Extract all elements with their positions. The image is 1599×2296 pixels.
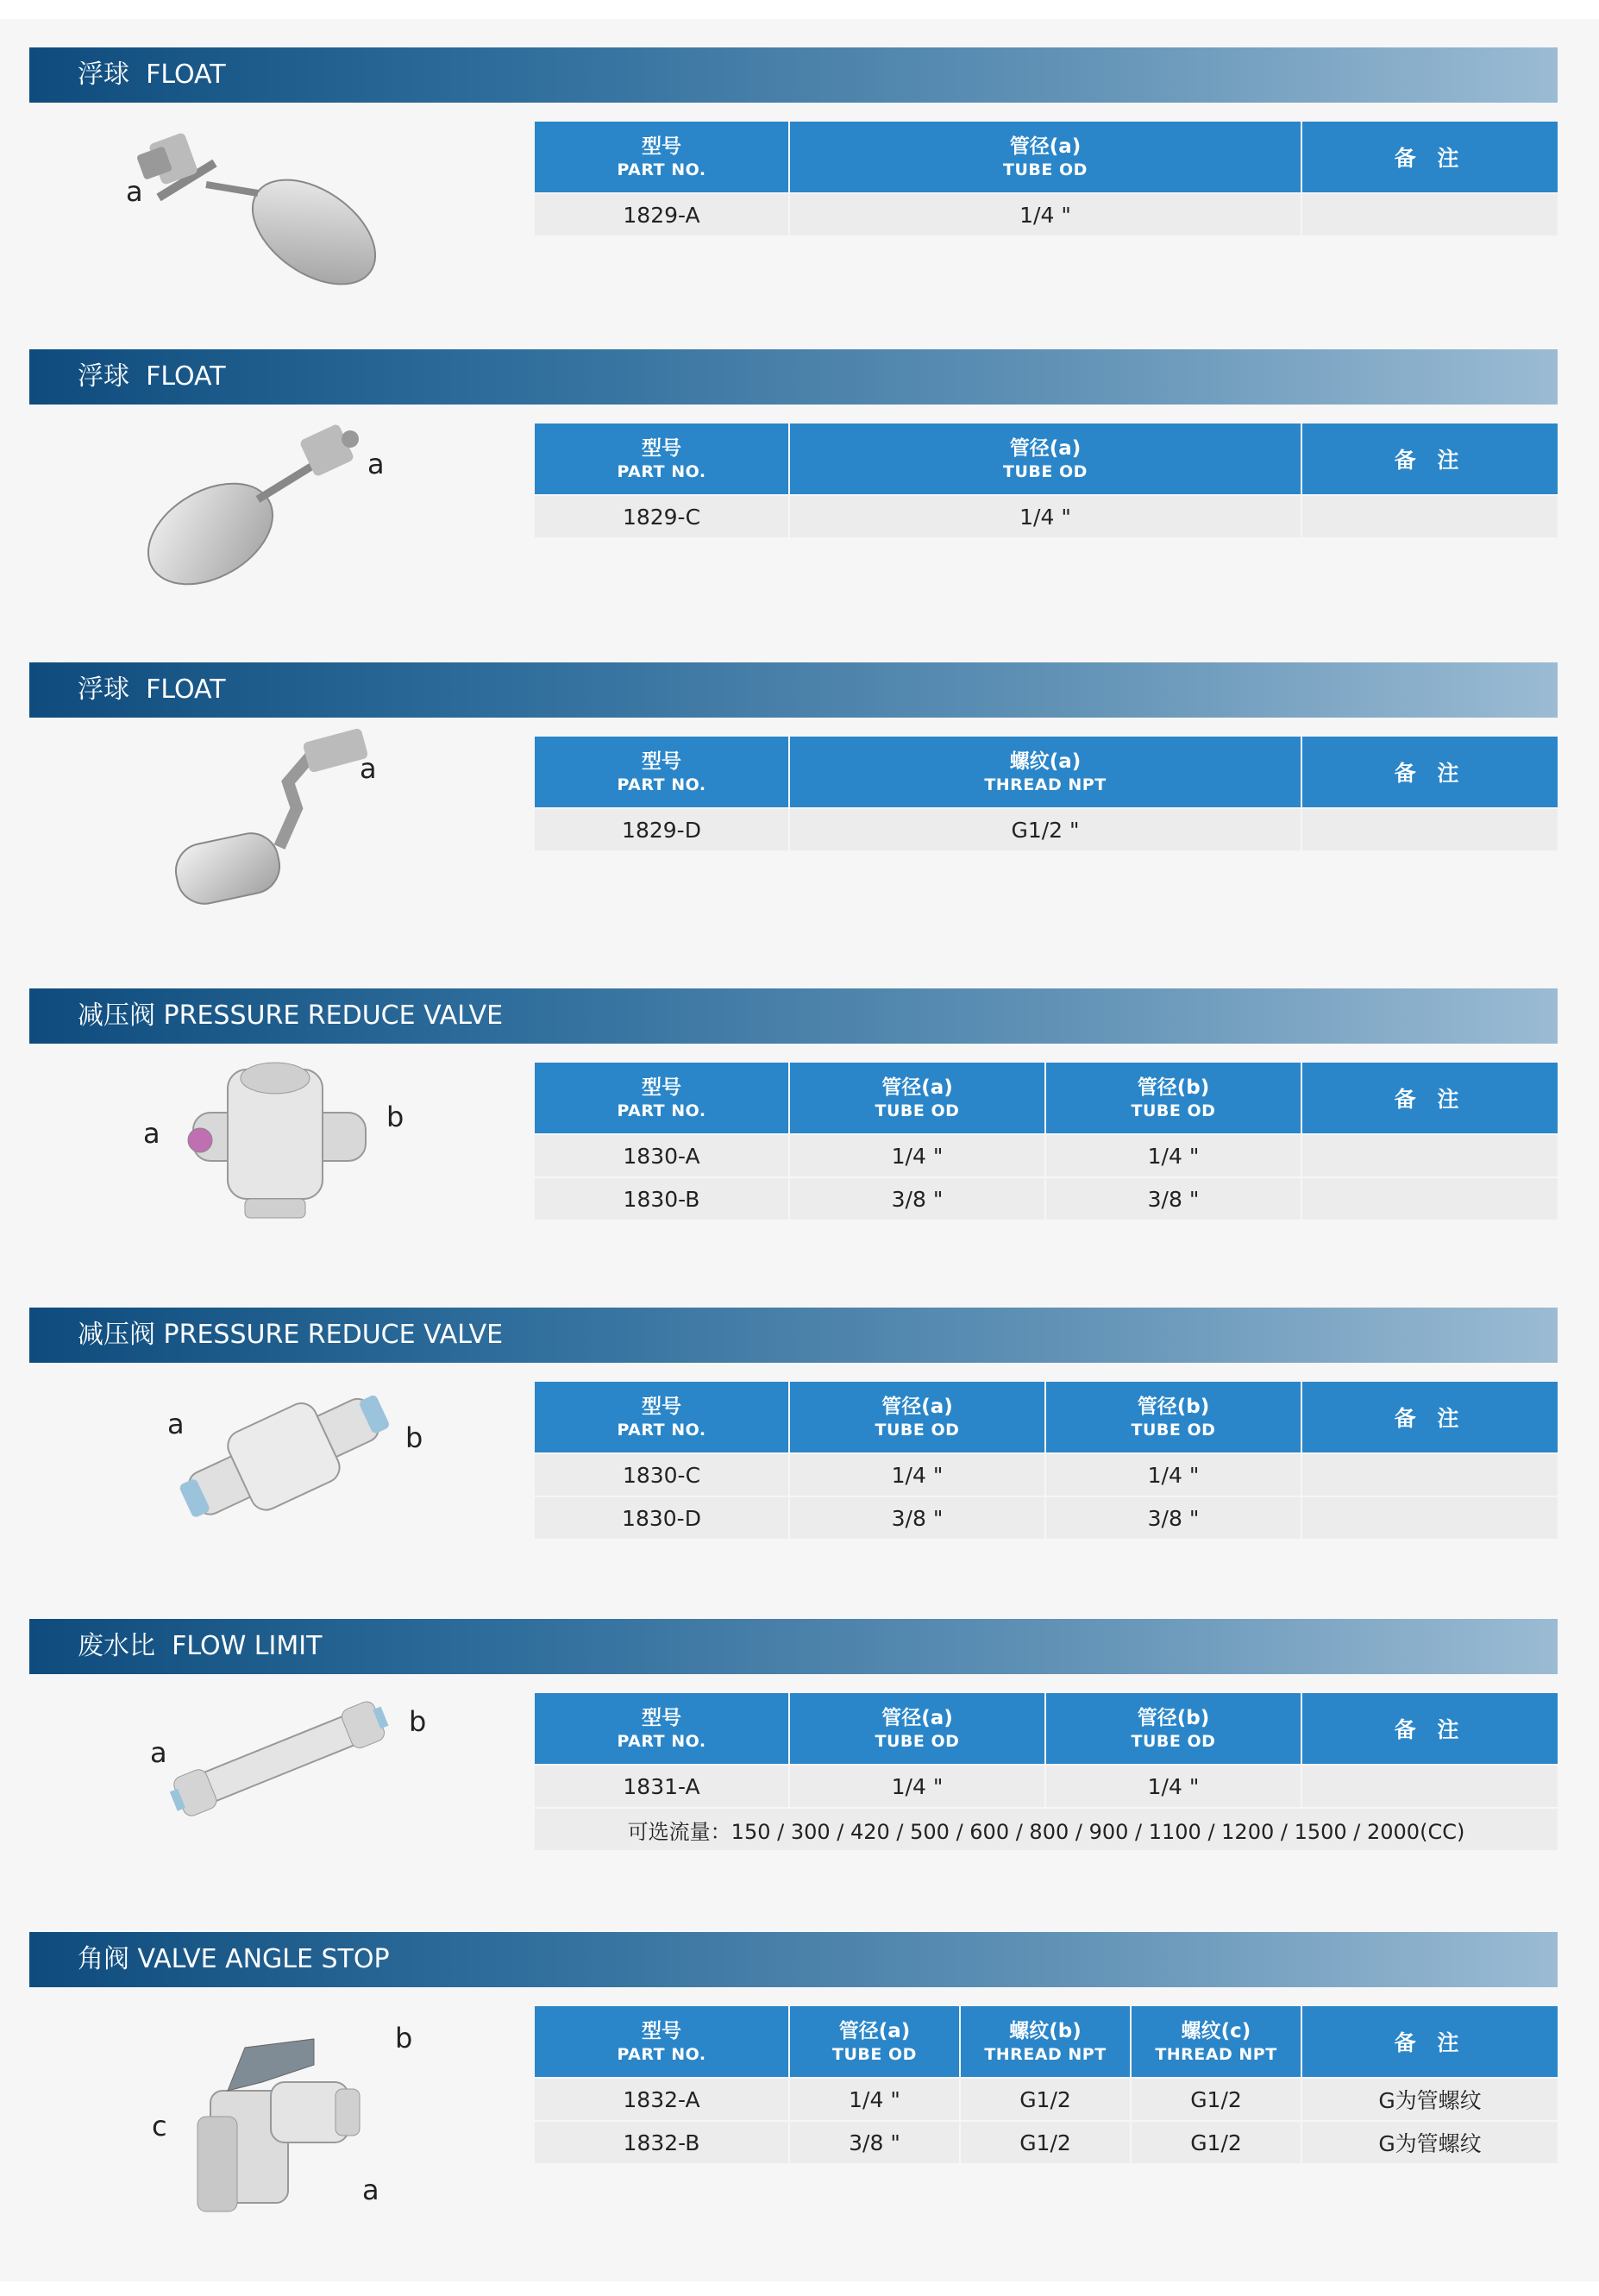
table-row — [535, 1766, 1558, 1809]
port-label-b: b — [395, 2022, 413, 2054]
cell-tube-od-b: 3/8 " — [1046, 1178, 1301, 1221]
port-label-a: a — [150, 1736, 167, 1769]
header-remark: 备 注 — [1302, 122, 1558, 194]
cell-tube-od-a: 1/4 " — [790, 194, 1301, 237]
section-banner — [29, 988, 1558, 1044]
header-thread-c: 螺纹(c) THREAD NPT — [1132, 2006, 1301, 2079]
header-part-no: 型号 PART NO. — [535, 1063, 788, 1135]
table-row — [535, 194, 1558, 237]
cell-part-no: 1829-D — [535, 809, 788, 852]
table-header-row — [535, 1382, 1558, 1454]
section-title: 浮球 FLOAT — [78, 60, 226, 90]
cell-part-no: 1830-C — [535, 1454, 788, 1497]
section-title: 减压阀 PRESSURE REDUCE VALVE — [78, 1001, 504, 1031]
table-row — [535, 1497, 1558, 1540]
header-tube-od-a: 管径(a) TUBE OD — [790, 1063, 1044, 1135]
header-part-no: 型号 PART NO. — [535, 2006, 788, 2079]
table-row — [535, 1135, 1558, 1178]
cell-tube-od-b: 1/4 " — [1046, 1766, 1301, 1809]
product-image-angle-stop — [29, 1987, 530, 2246]
port-label-a: a — [362, 2174, 379, 2206]
header-part-no: 型号 PART NO. — [535, 1382, 788, 1454]
section-title: 角阀 VALVE ANGLE STOP — [78, 1944, 390, 1974]
cell-remark — [1302, 1497, 1558, 1540]
section-banner — [29, 1932, 1558, 1987]
header-part-no: 型号 PART NO. — [535, 122, 788, 194]
port-label-a: a — [367, 448, 385, 480]
cell-tube-od-a: 1/4 " — [790, 1454, 1044, 1497]
section-title: 减压阀 PRESSURE REDUCE VALVE — [78, 1320, 504, 1350]
header-part-no: 型号 PART NO. — [535, 423, 788, 496]
table-row — [535, 1454, 1558, 1497]
table-row — [535, 1178, 1558, 1221]
table-header-row — [535, 737, 1558, 809]
header-tube-od-a: 管径(a) TUBE OD — [790, 1693, 1044, 1766]
header-remark: 备 注 — [1302, 1382, 1558, 1454]
port-label-b: b — [409, 1705, 427, 1738]
cell-thread-a: G1/2 " — [790, 809, 1301, 852]
cell-part-no: 1831-A — [535, 1766, 788, 1809]
port-label-a: a — [360, 752, 377, 785]
cell-part-no: 1830-A — [535, 1135, 788, 1178]
cell-part-no: 1829-C — [535, 496, 788, 539]
cell-thread-c: G1/2 — [1132, 2122, 1301, 2165]
page-top-strip — [0, 0, 1599, 19]
product-image-flow-limit — [29, 1674, 530, 1898]
spec-table — [533, 122, 1559, 237]
table-header-row — [535, 1693, 1558, 1766]
table-row — [535, 2079, 1558, 2122]
cell-remark — [1302, 1766, 1558, 1809]
table-header-row — [535, 122, 1558, 194]
cell-tube-od-a: 1/4 " — [790, 1766, 1044, 1809]
section-float-1829-c — [0, 349, 1599, 608]
cell-remark — [1302, 1178, 1558, 1221]
cell-tube-od-b: 1/4 " — [1046, 1135, 1301, 1178]
table-header-row — [535, 423, 1558, 496]
table-footnote-row — [535, 1809, 1558, 1852]
cell-part-no: 1830-B — [535, 1178, 788, 1221]
product-image-float-c — [29, 405, 530, 629]
header-remark: 备 注 — [1302, 1063, 1558, 1135]
cell-tube-od-a: 1/4 " — [790, 496, 1301, 539]
header-thread-a: 螺纹(a) THREAD NPT — [790, 737, 1301, 809]
header-remark: 备 注 — [1302, 737, 1558, 809]
page-bottom-strip — [0, 2281, 1599, 2296]
section-float-1829-a — [0, 47, 1599, 306]
header-tube-od-a: 管径(a) TUBE OD — [790, 122, 1301, 194]
header-tube-od-a: 管径(a) TUBE OD — [790, 1382, 1044, 1454]
cell-part-no: 1830-D — [535, 1497, 788, 1540]
spec-table — [533, 2006, 1559, 2165]
cell-tube-od-a: 3/8 " — [790, 2122, 959, 2165]
spec-table — [533, 423, 1559, 539]
product-image-pressure-valve-inline — [29, 1363, 530, 1587]
cell-tube-od-b: 3/8 " — [1046, 1497, 1301, 1540]
table-row — [535, 2122, 1558, 2165]
cell-thread-b: G1/2 — [961, 2122, 1130, 2165]
port-label-a: a — [143, 1117, 160, 1150]
product-image-float-d — [29, 718, 530, 942]
header-tube-od-b: 管径(b) TUBE OD — [1046, 1693, 1301, 1766]
product-image-float-a — [29, 103, 530, 327]
cell-tube-od-a: 1/4 " — [790, 1135, 1044, 1178]
cell-remark — [1302, 194, 1558, 237]
section-banner — [29, 47, 1558, 103]
table-header-row — [535, 1063, 1558, 1135]
table-row — [535, 496, 1558, 539]
port-label-c: c — [152, 2110, 167, 2142]
header-remark: 备 注 — [1302, 2006, 1558, 2079]
header-remark: 备 注 — [1302, 423, 1558, 496]
spec-table — [533, 1382, 1559, 1540]
cell-remark: G为管螺纹 — [1302, 2079, 1558, 2122]
cell-thread-c: G1/2 — [1132, 2079, 1301, 2122]
section-banner — [29, 662, 1558, 718]
section-title: 浮球 FLOAT — [78, 361, 226, 392]
section-title: 废水比 FLOW LIMIT — [78, 1631, 323, 1661]
cell-tube-od-a: 3/8 " — [790, 1497, 1044, 1540]
spec-table — [533, 1063, 1559, 1221]
header-thread-b: 螺纹(b) THREAD NPT — [961, 2006, 1130, 2079]
header-remark: 备 注 — [1302, 1693, 1558, 1766]
cell-part-no: 1832-A — [535, 2079, 788, 2122]
product-image-pressure-valve — [29, 1044, 530, 1268]
cell-remark — [1302, 496, 1558, 539]
cell-tube-od-b: 1/4 " — [1046, 1454, 1301, 1497]
header-tube-od-a: 管径(a) TUBE OD — [790, 423, 1301, 496]
header-part-no: 型号 PART NO. — [535, 1693, 788, 1766]
header-tube-od-b: 管径(b) TUBE OD — [1046, 1063, 1301, 1135]
port-label-a: a — [167, 1408, 185, 1440]
header-part-no: 型号 PART NO. — [535, 737, 788, 809]
port-label-b: b — [405, 1421, 423, 1454]
cell-remark — [1302, 1135, 1558, 1178]
port-label-b: b — [386, 1101, 404, 1133]
cell-part-no: 1829-A — [535, 194, 788, 237]
section-pressure-valve-1830-ab — [0, 988, 1599, 1273]
flow-options-note: 可选流量：150 / 300 / 420 / 500 / 600 / 800 / 900 / 1100 / 1200 / 1500 / 2000(CC) — [535, 1809, 1558, 1852]
spec-table — [533, 1693, 1559, 1852]
cell-thread-b: G1/2 — [961, 2079, 1130, 2122]
section-float-1829-d — [0, 662, 1599, 921]
cell-remark: G为管螺纹 — [1302, 2122, 1558, 2165]
cell-tube-od-a: 1/4 " — [790, 2079, 959, 2122]
section-title: 浮球 FLOAT — [78, 674, 226, 705]
cell-remark — [1302, 1454, 1558, 1497]
spec-table — [533, 737, 1559, 852]
section-banner — [29, 1308, 1558, 1363]
section-flow-limit-1831 — [0, 1619, 1599, 1904]
header-tube-od-a: 管径(a) TUBE OD — [790, 2006, 959, 2079]
cell-tube-od-a: 3/8 " — [790, 1178, 1044, 1221]
header-tube-od-b: 管径(b) TUBE OD — [1046, 1382, 1301, 1454]
section-banner — [29, 1619, 1558, 1674]
cell-part-no: 1832-B — [535, 2122, 788, 2165]
port-label-a: a — [126, 175, 143, 208]
table-row — [535, 809, 1558, 852]
cell-remark — [1302, 809, 1558, 852]
section-pressure-valve-1830-cd — [0, 1308, 1599, 1584]
section-banner — [29, 349, 1558, 405]
section-angle-stop-1832 — [0, 1932, 1599, 2277]
table-header-row — [535, 2006, 1558, 2079]
